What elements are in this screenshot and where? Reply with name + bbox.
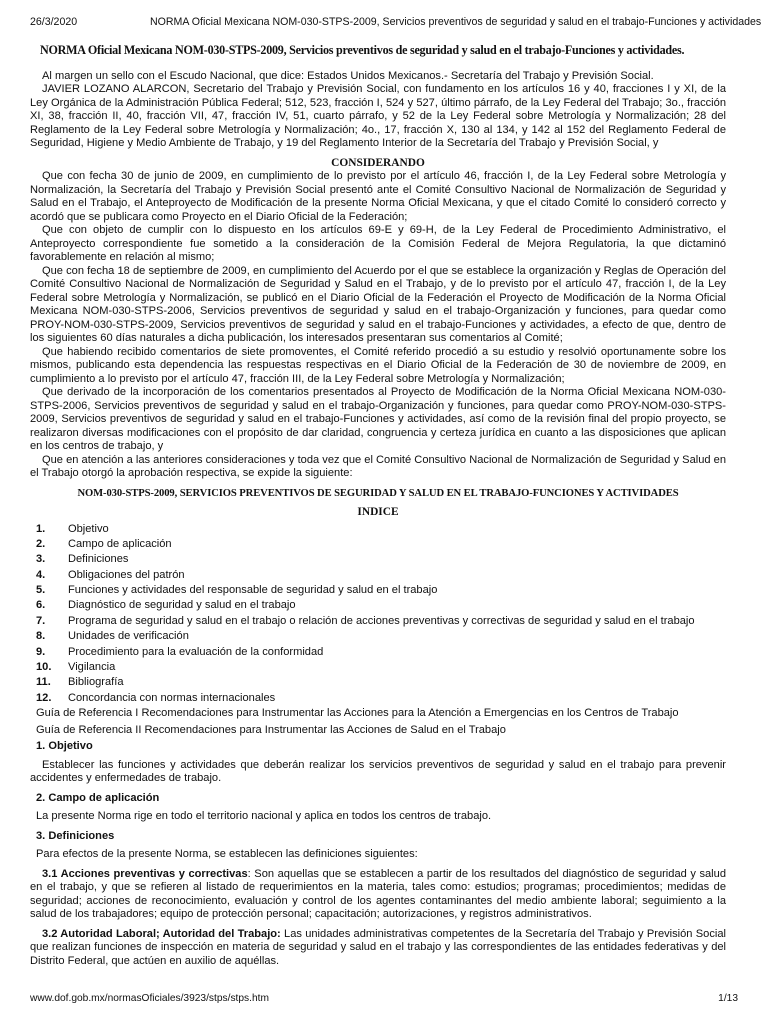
considerando-paragraph: Que derivado de la incorporación de los comentarios presentados al Proyecto de Modificación de la Norma Oficial Mexicana NOM-030-STPS-2006, Servicios preventivos de seguridad y salud en el trabajo-Organización y funciones, para quedar como PROY-NOM-030-STPS-2009, Servicios preventivos de seguridad y salud en el trabajo-Funciones y actividades, así como de la revisión final del propio proyecto, se realizaron diversas modificaciones con el propósito de dar claridad, congruencia y certeza jurídica en cuanto a las disposiciones que aplican en los centros de trabajo, y: [30, 386, 726, 452]
definition-text: Las unidades administrativas competentes de la Secretaría del Trabajo y Previsión Social que realizan funciones de inspección en materia de seguridad y salud en el trabajo y las correspondientes de las entidades federativas y del Distrito Federal, que actúen en auxilio de aquéllas.: [30, 927, 726, 967]
index-number: 7.: [36, 614, 46, 627]
nom-heading: NOM-030-STPS-2009, SERVICIOS PREVENTIVOS DE SEGURIDAD Y SALUD EN EL TRABAJO-FUNCIONES Y ACTIVIDADES: [77, 487, 679, 499]
index-item: [30, 599, 726, 613]
section-text-objetivo: Establecer las funciones y actividades que deberán realizar los servicios preventivos de seguridad y salud en el trabajo para prevenir accidentes y enfermedades de trabajo.: [30, 758, 726, 785]
index-number: 2.: [36, 537, 46, 550]
considerando-paragraph: Que con fecha 18 de septiembre de 2009, en cumplimiento del Acuerdo por el que se establece la organización y Reglas de Operación del Comité Consultivo Nacional de Normalización de Seguridad y Salud en el Trabajo, y de lo previsto por el artículo 47, fracción I, de la Ley Federal sobre Metrología y Normalización, se publicó en el Diario Oficial de la Federación el Proyecto de Modificación de la Norma Oficial Mexicana NOM-030-STPS-2006, Servicios preventivos de seguridad y salud en el trabajo-Organización y funciones, para quedar como PROY-NOM-030-STPS-2009, Servicios preventivos de seguridad y salud en el trabajo-Funciones y actividades, a efecto de que, dentro de los siguientes 60 días naturales a dicha publicación, los interesados presentaran sus comentarios al Comité;: [30, 264, 726, 344]
index-number: 3.: [36, 553, 46, 566]
index-number: 1.: [36, 522, 46, 535]
index-number: 6.: [36, 599, 46, 612]
index-text: Bibliografía: [68, 676, 124, 689]
index-item: [30, 584, 726, 598]
index-text: Procedimiento para la evaluación de la conformidad: [68, 645, 324, 658]
index-item: [30, 615, 726, 629]
reference-guide: Guía de Referencia II Recomendaciones para Instrumentar las Acciones de Salud en el Trabajo: [36, 723, 506, 736]
index-item: [30, 661, 726, 675]
header-title: NORMA Oficial Mexicana NOM-030-STPS-2009, Servicios preventivos de seguridad y salud en el trabajo-Funciones y actividades: [150, 16, 762, 28]
index-item: [30, 630, 726, 644]
footer-url[interactable]: www.dof.gob.mx/normasOficiales/3923/stps/stps.htm: [30, 993, 269, 1004]
index-item: [30, 538, 726, 552]
index-number: 9.: [36, 645, 46, 658]
indice-heading: INDICE: [357, 506, 399, 518]
section-title-objetivo: 1. Objetivo: [36, 740, 93, 753]
index-text: Programa de seguridad y salud en el trabajo o relación de acciones preventivas y correctivas de seguridad y salud en el trabajo: [68, 614, 695, 627]
section-text-campo: La presente Norma rige en todo el territorio nacional y aplica en todos los centros de trabajo.: [36, 810, 492, 823]
document-body: [30, 44, 726, 968]
index-item: [30, 692, 726, 706]
index-number: 10.: [36, 661, 52, 674]
index-text: Vigilancia: [68, 661, 116, 674]
definition-text: : Son aquellas que se establecen a partir de los resultados del diagnóstico de seguridad y salud en el trabajo, y que se refieren al listado de requerimientos en la materia, tales como: estudios; programas; procedimientos; medidas de seguridad; acciones de reconocimiento, evaluación y control de los agentes contaminantes del medio ambiente laboral; seguimiento a la salud de los trabajadores; equipo de protección personal; capacitación; autorizaciones, y registros administrativos.: [30, 867, 726, 921]
index-text: Definiciones: [68, 553, 129, 566]
index-number: 12.: [36, 691, 52, 704]
index-text: Campo de aplicación: [68, 537, 172, 550]
section-title-definiciones: 3. Definiciones: [36, 829, 115, 842]
definition-term: 3.1 Acciones preventivas y correctivas: [42, 867, 248, 880]
definition-term: 3.2 Autoridad Laboral; Autoridad del Trabajo:: [42, 927, 281, 940]
index-item: [30, 569, 726, 583]
considerando-heading: CONSIDERANDO: [331, 156, 425, 169]
index-text: Unidades de verificación: [68, 630, 189, 643]
index-text: Concordancia con normas internacionales: [68, 691, 276, 704]
preamble-secretary: JAVIER LOZANO ALARCON, Secretario del Trabajo y Previsión Social, con fundamento en los artículos 16 y 40, fracciones I y XI, de la Ley Orgánica de la Administración Pública Federal; 512, 523, fracción I, 524 y 527, último párrafo, de la Ley Federal del Trabajo; 3o., fracción XI, 38, fracción II, 40, fracción VII, 47, fracción IV, 51, cuarto párrafo, y 52 de la Ley Federal sobre Metrología y Normalización; 28 del Reglamento de la Ley Federal sobre Metrología y Normalización; 4o., 17, fracción X, 130 al 134, y 142 al 152 del Reglamento Federal de Seguridad, Higiene y Medio Ambiente de Trabajo, y 19 del Reglamento Interior de la Secretaría del Trabajo y Previsión Social, y: [30, 83, 726, 149]
page-number: 1/13: [718, 993, 738, 1004]
index-number: 11.: [36, 676, 51, 689]
definition-3-1: [30, 868, 726, 922]
index-item: [30, 553, 726, 567]
index-list: [30, 523, 726, 706]
index-text: Diagnóstico de seguridad y salud en el trabajo: [68, 599, 296, 612]
considerando-paragraph: Que habiendo recibido comentarios de siete promoventes, el Comité referido procedió a su estudio y resolvió oportunamente sobre los mismos, publicando esta dependencia las respuestas respectivas en el Diario Oficial de la Federación de 30 de noviembre de 2009, en cumplimiento a lo previsto por el artículo 47, fracción III, de la Ley Federal sobre Metrología y Normalización;: [30, 345, 726, 385]
definition-3-2: [30, 928, 726, 969]
considerando-paragraph: Que en atención a las anteriores consideraciones y toda vez que el Comité Consultivo Nacional de Normalización de Seguridad y Salud en el Trabajo otorgó la aprobación respectiva, se expide la siguiente:: [30, 453, 726, 479]
considerando-paragraph: Que con objeto de cumplir con lo dispuesto en los artículos 69-E y 69-H, de la Ley Federal de Procedimiento Administrativo, el Anteproyecto correspondiente fue sometido a la consideración de la Comisión Federal de Mejora Regulatoria, la que dictaminó favorablemente en relación al mismo;: [30, 224, 726, 263]
index-item: [30, 646, 726, 660]
preamble-seal: Al margen un sello con el Escudo Nacional, que dice: Estados Unidos Mexicanos.- Secretaría del Trabajo y Previsión Social.: [42, 69, 654, 82]
index-number: 5.: [36, 584, 46, 597]
index-item: [30, 676, 726, 690]
considerando-paragraph: Que con fecha 30 de junio de 2009, en cumplimiento de lo previsto por el artículo 46, fracción I, de la Ley Federal sobre Metrología y Normalización, la Secretaría del Trabajo y Previsión Social presentó ante el Comité Consultivo Nacional de Normalización de Seguridad y Salud en el Trabajo, el Anteproyecto de Modificación de la presente Norma Oficial Mexicana, y que el citado Comité lo consideró correcto y acordó que se publicara como Proyecto en el Diario Oficial de la Federación;: [30, 170, 726, 223]
index-number: 4.: [36, 568, 46, 581]
reference-guide: Guía de Referencia I Recomendaciones para Instrumentar las Acciones para la Atención a Emergencias en los Centros de Trabajo: [36, 707, 679, 720]
index-text: Obligaciones del patrón: [68, 568, 185, 581]
index-item: [30, 523, 726, 537]
section-title-campo: 2. Campo de aplicación: [36, 791, 160, 804]
index-text: Funciones y actividades del responsable de seguridad y salud en el trabajo: [68, 584, 438, 597]
document-title: NORMA Oficial Mexicana NOM-030-STPS-2009, Servicios preventivos de seguridad y salud en el trabajo-Funciones y actividades.: [40, 43, 685, 57]
index-number: 8.: [36, 630, 46, 643]
definiciones-intro: Para efectos de la presente Norma, se establecen las definiciones siguientes:: [36, 848, 418, 861]
index-text: Objetivo: [68, 522, 109, 535]
header-date: 26/3/2020: [30, 16, 78, 28]
